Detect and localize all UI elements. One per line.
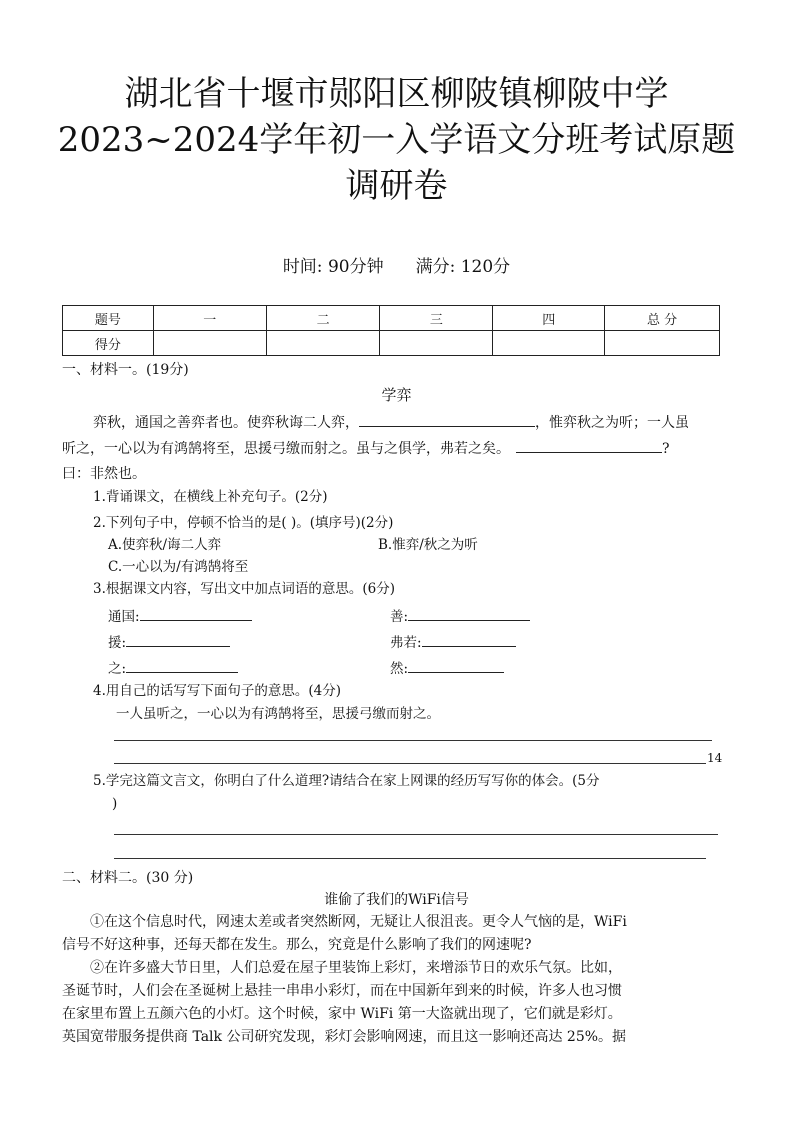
word-label: 援: <box>108 635 127 651</box>
word-item <box>108 658 238 680</box>
passage-1-line-3: 曰：非然也。 <box>62 466 146 482</box>
score-table-score-row <box>63 331 720 356</box>
passage-2-line: 英国宽带服务提供商 Talk 公司研究发现，彩灯会影响网速，而且这一影响还高达 25%。据 <box>62 1029 627 1045</box>
word-label: 通国: <box>108 609 140 625</box>
page-mark: 14 <box>707 751 723 765</box>
answer-line[interactable] <box>114 740 712 741</box>
answer-line[interactable] <box>114 858 706 859</box>
question-4: 4.用自己的话写写下面句子的意思。(4分) <box>93 683 342 699</box>
exam-title-line-2: 2023~2024学年初一入学语文分班考试原题 <box>57 120 736 160</box>
score-cell[interactable] <box>493 331 605 356</box>
question-5-close: ) <box>112 796 118 812</box>
question-2-option-c: C.一心以为/有鸿鹄将至 <box>108 559 249 575</box>
word-item <box>390 606 530 628</box>
question-2-option-b: B.惟弈/秋之为听 <box>378 537 478 553</box>
word-item <box>390 658 504 680</box>
passage-1-line-1 <box>93 412 689 434</box>
word-label: 然: <box>390 661 409 677</box>
word-item <box>108 632 230 654</box>
question-2: 2.下列句子中，停顿不恰当的是( )。(填序号)(2分) <box>93 515 394 531</box>
word-answer-blank[interactable] <box>408 606 530 621</box>
score-table-header-cell: 一 <box>153 306 266 331</box>
score-cell[interactable] <box>605 331 720 356</box>
passage-1-text: ? <box>662 441 670 457</box>
score-cell[interactable] <box>266 331 380 356</box>
score-table-header-cell: 总 分 <box>605 306 720 331</box>
section-1-heading: 一、材料一。(19分) <box>62 362 189 378</box>
passage-2-title: 谁偷了我们的WiFi信号 <box>324 892 469 908</box>
question-5: 5.学完这篇文言文，你明白了什么道理?请结合在家上网课的经历写写你的体会。(5分 <box>93 773 600 789</box>
score-table-header-cell: 四 <box>493 306 605 331</box>
passage-1-text: 弈秋，通国之善弈者也。使弈秋诲二人弈， <box>93 415 359 431</box>
exam-title-line-3: 调研卷 <box>345 166 448 206</box>
score-row-label: 得分 <box>63 331 154 356</box>
passage-1-title: 学弈 <box>381 386 412 404</box>
section-2-heading: 二、材料二。(30 分) <box>62 870 194 886</box>
word-answer-blank[interactable] <box>408 658 504 673</box>
passage-2-line: 信号不好这种事，还每天都在发生。那么，究竟是什么影响了我们的网速呢? <box>62 937 532 953</box>
question-2-option-a: A.使弈秋/诲二人弈 <box>108 537 222 553</box>
passage-2-line: 圣诞节时，人们会在圣诞树上悬挂一串串小彩灯，而在中国新年到来的时候，许多人也习惯 <box>62 983 622 999</box>
word-answer-blank[interactable] <box>126 658 238 673</box>
score-cell[interactable] <box>380 331 493 356</box>
word-label: 弗若: <box>390 635 422 651</box>
passage-1-text: 听之，一心以为有鸿鹄将至，思援弓缴而射之。虽与之俱学，弗若之矣。 <box>62 441 510 457</box>
word-answer-blank[interactable] <box>422 632 516 647</box>
score-table-header-cell: 二 <box>266 306 380 331</box>
answer-line[interactable] <box>114 763 706 764</box>
passage-2-line: ②在许多盛大节日里，人们总爱在屋子里装饰上彩灯，来增添节日的欢乐气氛。比如， <box>90 960 622 976</box>
score-table-header-cell: 题号 <box>63 306 154 331</box>
question-1: 1.背诵课文，在横线上补充句子。(2分) <box>93 489 328 505</box>
exam-full-score: 满分: 120分 <box>415 257 511 277</box>
word-answer-blank[interactable] <box>126 632 230 647</box>
score-cell[interactable] <box>153 331 266 356</box>
score-table-header-cell: 三 <box>380 306 493 331</box>
exam-meta <box>0 252 793 277</box>
passage-1-line-2 <box>62 438 670 460</box>
fill-blank-2[interactable] <box>516 438 662 453</box>
word-label: 之: <box>108 661 127 677</box>
exam-title-line-1: 湖北省十堰市郧阳区柳陂镇柳陂中学 <box>124 74 669 114</box>
question-3: 3.根据课文内容，写出文中加点词语的意思。(6分) <box>93 581 396 597</box>
word-answer-blank[interactable] <box>140 606 252 621</box>
word-label: 善: <box>390 609 409 625</box>
passage-1-text: ，惟弈秋之为听；一人虽 <box>535 415 689 431</box>
word-item <box>108 606 252 628</box>
word-item <box>390 632 516 654</box>
score-table <box>62 305 720 356</box>
score-table-header-row <box>63 306 720 331</box>
question-4-sentence: 一人虽听之，一心以为有鸿鹄将至，思援弓缴而射之。 <box>116 706 440 722</box>
answer-line[interactable] <box>114 834 718 835</box>
passage-2-line: 在家里布置上五颜六色的小灯。这个时候，家中 WiFi 第一大盗就出现了，它们就是彩灯。 <box>62 1006 622 1022</box>
exam-time: 时间: 90分钟 <box>282 257 384 277</box>
passage-2-line: ①在这个信息时代，网速太差或者突然断网，无疑让人很沮丧。更令人气恼的是，WiFi <box>90 914 627 930</box>
fill-blank-1[interactable] <box>359 412 535 427</box>
